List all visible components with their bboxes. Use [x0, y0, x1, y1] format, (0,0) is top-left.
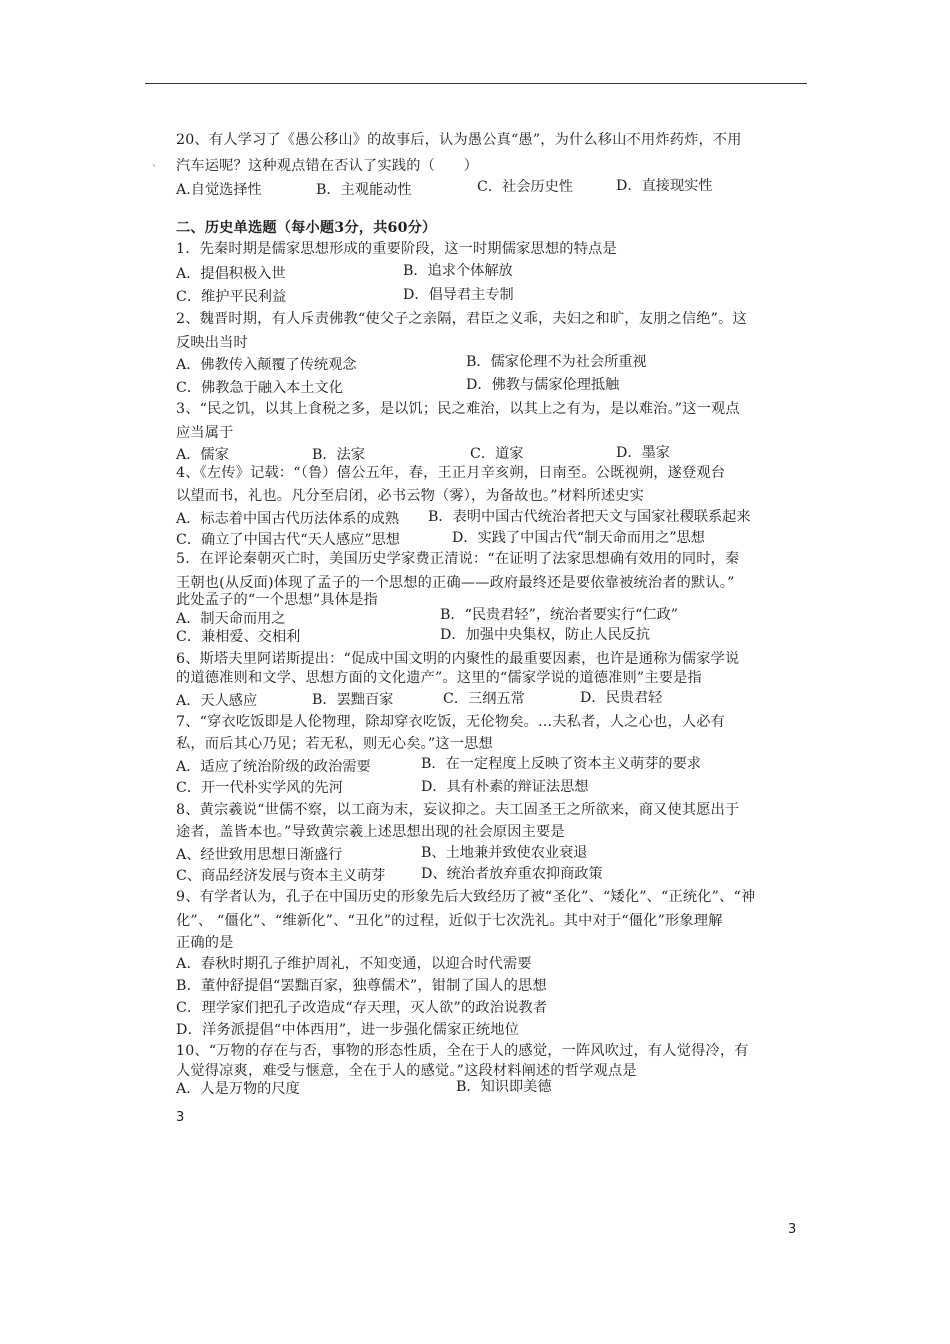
question-20-stem-line-1: 20、有人学习了《愚公移山》的故事后，认为愚公真“愚”，为什么移山不用炸药炸，不用 — [176, 132, 742, 148]
q20-option-d: D．直接现实性 — [616, 178, 713, 194]
q7-option-c: C．开一代朴实学风的先河 — [176, 780, 343, 796]
q5-option-a: A．制天命而用之 — [176, 611, 286, 627]
question-7-stem-line-2: 私，而后其心乃见；若无私，则无心矣。”这一思想 — [176, 736, 493, 752]
question-5-stem-line-1: 5．在评论秦朝灭亡时，美国历史学家费正清说：“在证明了法家思想确有效用的同时，秦 — [176, 551, 740, 567]
scan-page-number: 3 — [176, 1110, 185, 1125]
q20-option-c: C．社会历史性 — [477, 179, 573, 195]
q10-option-a: A．人是万物的尺度 — [176, 1081, 300, 1097]
q4-option-c: C．确立了中国古代“天人感应”思想 — [176, 532, 400, 548]
q4-option-b: B．表明中国古代统治者把天文与国家社稷联系起来 — [428, 509, 751, 525]
question-10-stem-line-2: 人觉得凉爽，难受与惬意，全在于人的感觉。”这段材料阐述的哲学观点是 — [176, 1063, 637, 1079]
section-heading: 二、历史单选题（每小题3分，共60分） — [176, 220, 437, 236]
q9-option-c: C．理学家们把孔子改造成“存天理，灭人欲”的政治说教者 — [176, 1000, 548, 1016]
q3-option-d: D．墨家 — [616, 445, 670, 461]
q20-option-b: B．主观能动性 — [316, 182, 412, 198]
q8-option-c: C、商品经济发展与资本主义萌芽 — [176, 868, 386, 884]
q1-option-b: B．追求个体解放 — [403, 263, 513, 279]
q8-option-d: D、统治者放弃重农抑商政策 — [421, 866, 603, 882]
question-6-stem-line-1: 6、斯塔夫里阿诺斯提出：“促成中国文明的内聚性的最重要因素，也许是通称为儒家学说 — [176, 651, 740, 667]
question-4-stem-line-2: 以望而书，礼也。凡分至启闭，必书云物（雾），为备故也。”材料所述史实 — [176, 488, 645, 504]
q4-option-d: D．实践了中国古代“制天命而用之”思想 — [452, 530, 705, 546]
q2-option-c: C．佛教急于融入本土文化 — [176, 380, 343, 396]
q1-option-c: C．维护平民利益 — [176, 289, 287, 305]
q8-option-a: A、经世致用思想日渐盛行 — [176, 847, 343, 863]
question-2-stem-line-1: 2、魏晋时期，有人斥责佛教“使父子之亲隔，君臣之义乖，夫妇之和旷，友朋之信绝”。这 — [176, 311, 747, 327]
q6-option-b: B．罢黜百家 — [312, 692, 394, 708]
q4-option-a: A．标志着中国古代历法体系的成熟 — [176, 511, 400, 527]
question-3-stem-line-2: 应当属于 — [176, 425, 234, 441]
q7-option-d: D．具有朴素的辩证法思想 — [421, 779, 589, 795]
question-6-stem-line-2: 的道德准则和文学、思想方面的文化遗产”。这里的“儒家学说的道德准则”主要是指 — [176, 670, 702, 686]
question-9-stem-line-2: 化”、 “僵化”、“维新化”、“丑化”的过程，近似于七次洗礼。其中对于“僵化”形象理解 — [176, 913, 723, 929]
q5-option-b: B．“民贵君轻”，统治者要实行“仁政” — [440, 607, 679, 623]
q20-option-a: A.自觉选择性 — [176, 182, 262, 198]
q10-option-b: B．知识即美德 — [456, 1079, 552, 1095]
q7-option-b: B．在一定程度上反映了资本主义萌芽的要求 — [421, 756, 701, 772]
q1-option-d: D．倡导君主专制 — [403, 287, 514, 303]
question-4-stem-line-1: 4、《左传》记载：“（鲁）僖公五年，春，王正月辛亥朔，日南至。公既视朔，遂登观台 — [176, 465, 726, 481]
q6-option-d: D．民贵君轻 — [580, 690, 663, 706]
q7-option-a: A．适应了统治阶级的政治需要 — [176, 759, 371, 775]
q9-option-d: D．洋务派提倡“中体西用”，进一步强化儒家正统地位 — [176, 1022, 520, 1038]
q1-option-a: A．提倡积极入世 — [176, 266, 286, 282]
q9-option-b: B．董仲舒提倡“罢黜百家，独尊儒术”，钳制了国人的思想 — [176, 978, 547, 994]
question-7-stem-line-1: 7、“穿衣吃饭即是人伦物理，除却穿衣吃饭，无伦物矣。…夫私者，人之心也，人必有 — [176, 714, 726, 730]
q5-option-c: C．兼相爱、交相利 — [176, 629, 301, 645]
header-rule — [145, 83, 807, 84]
question-2-stem-line-2: 反映出当时 — [176, 335, 248, 351]
question-9-stem-line-3: 正确的是 — [176, 935, 234, 951]
question-5-stem-line-2: 王朝也(从反面)体现了孟子的一个思想的正确——政府最终还是要依靠被统治者的默认。” — [176, 575, 735, 591]
margin-mark: ` — [152, 165, 157, 176]
q5-option-d: D．加强中央集权，防止人民反抗 — [440, 627, 651, 643]
q6-option-c: C．三纲五常 — [443, 691, 525, 707]
q9-option-a: A．春秋时期孔子维护周礼，不知变通，以迎合时代需要 — [176, 956, 532, 972]
question-9-stem-line-1: 9、有学者认为，孔子在中国历史的形象先后大致经历了被“圣化”、“矮化”、“正统化”、“神 — [176, 889, 756, 905]
question-10-stem-line-1: 10、“万物的存在与否，事物的形态性质，全在于人的感觉，一阵风吹过，有人觉得冷，有 — [176, 1043, 749, 1059]
q2-option-b: B．儒家伦理不为社会所重视 — [466, 354, 647, 370]
question-20-stem-line-2: 汽车运呢？这种观点错在否认了实践的（ ） — [176, 158, 479, 174]
q8-option-b: B、土地兼并致使农业衰退 — [421, 845, 588, 861]
q6-option-a: A．天人感应 — [176, 693, 258, 709]
question-5-stem-line-3: 此处孟子的“一个思想”具体是指 — [176, 592, 378, 608]
page-number: 3 — [788, 1222, 797, 1237]
q2-option-d: D．佛教与儒家伦理抵触 — [466, 377, 620, 393]
q3-option-c: C．道家 — [470, 446, 524, 462]
question-1-stem: 1．先秦时期是儒家思想形成的重要阶段，这一时期儒家思想的特点是 — [176, 241, 617, 257]
q2-option-a: A．佛教传入颠覆了传统观念 — [176, 357, 357, 373]
question-3-stem-line-1: 3、“民之饥，以其上食税之多，是以饥；民之难治，以其上之有为，是以难治。”这一观点 — [176, 401, 740, 417]
question-8-stem-line-1: 8、黄宗羲说“世儒不察，以工商为末，妄议抑之。夫工固圣王之所欲来，商又使其愿出于 — [176, 802, 740, 818]
question-8-stem-line-2: 途者，盖皆本也。”导致黄宗羲上述思想出现的社会原因主要是 — [176, 824, 565, 840]
q3-option-b: B．法家 — [312, 447, 365, 463]
q3-option-a: A．儒家 — [176, 447, 229, 463]
